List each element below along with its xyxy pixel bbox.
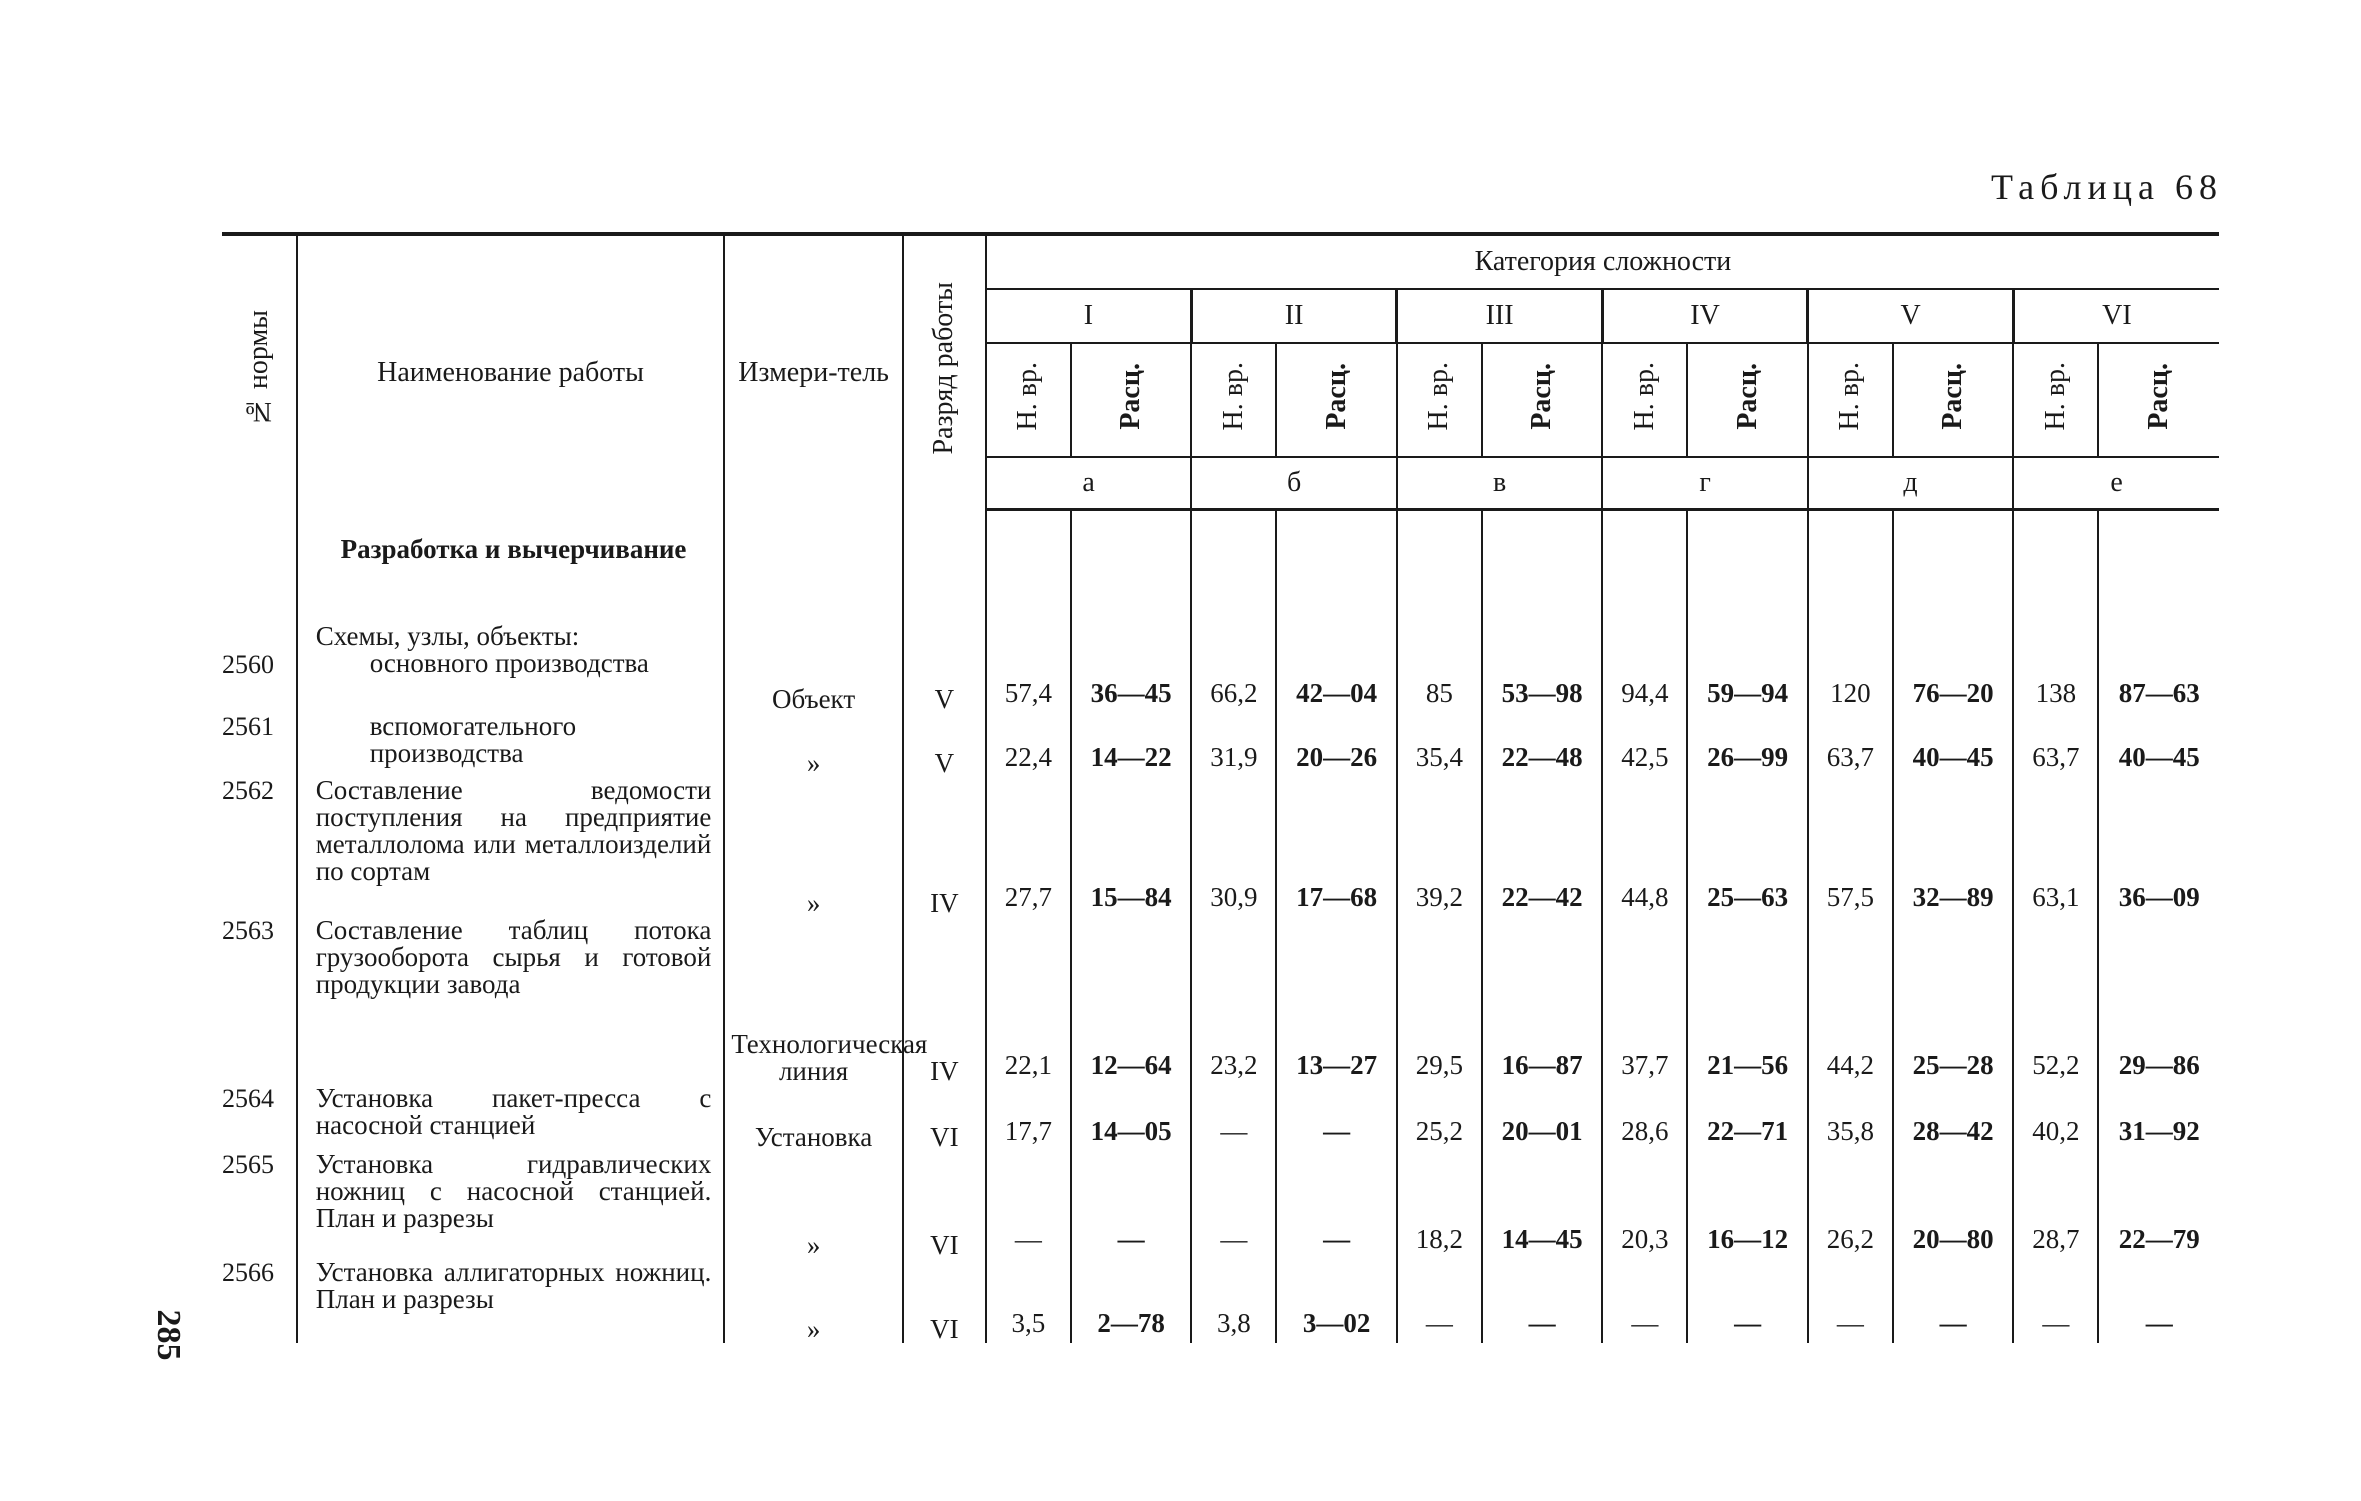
norm-number: 2562 <box>222 776 274 805</box>
work-grade: IV <box>903 917 986 1085</box>
work-name <box>297 777 725 917</box>
norm-time-value: 94,4 <box>1602 623 1687 713</box>
rate-value: 42—04 <box>1276 623 1396 713</box>
norm-number: 2565 <box>222 1150 274 1179</box>
norm-time-value: 35,4 <box>1397 713 1482 777</box>
norm-table <box>222 232 2219 1343</box>
header-letter-3: в <box>1397 457 1602 510</box>
work-name-text: Установка гидравлических ножниц с насосной станцией. План и разрезы <box>315 1149 712 1233</box>
norm-time-value: 22,4 <box>986 713 1071 777</box>
rate-value: 21—56 <box>1687 917 1807 1085</box>
header-cat-2: II <box>1191 289 1396 343</box>
norm-time-value: 29,5 <box>1397 917 1482 1085</box>
norm-time-value: — <box>1808 1259 1893 1343</box>
norm-time-value: 66,2 <box>1191 623 1276 713</box>
rate-value: 31—92 <box>2098 1085 2219 1151</box>
work-name-text: Составление таблиц потока грузооборота сырья и готовой продукции завода <box>315 915 712 999</box>
norm-time-value: 26,2 <box>1808 1151 1893 1259</box>
work-grade: IV <box>903 777 986 917</box>
table-row <box>222 1085 2219 1151</box>
rate-value: 59—94 <box>1687 623 1807 713</box>
header-rate-4: Расц. <box>1687 343 1807 457</box>
page-number: 285 <box>150 1309 187 1361</box>
table-row <box>222 1151 2219 1259</box>
norm-time-value: 20,3 <box>1602 1151 1687 1259</box>
norm-time-value: 27,7 <box>986 777 1071 917</box>
norm-time-value: 40,2 <box>2013 1085 2098 1151</box>
norm-time-value: — <box>1602 1259 1687 1343</box>
norm-time-value: 57,4 <box>986 623 1071 713</box>
norm-time-value: 44,2 <box>1808 917 1893 1085</box>
norm-time-value: 28,7 <box>2013 1151 2098 1259</box>
norm-time-value: 23,2 <box>1191 917 1276 1085</box>
table-row <box>222 1259 2219 1343</box>
header-letter-6: е <box>2013 457 2219 510</box>
norm-time-value: 120 <box>1808 623 1893 713</box>
rate-value: 22—71 <box>1687 1085 1807 1151</box>
work-grade: VI <box>903 1085 986 1151</box>
norm-number: 2564 <box>222 1084 274 1113</box>
header-rate-6: Расц. <box>2098 343 2219 457</box>
header-rate-3: Расц. <box>1482 343 1602 457</box>
norm-time-value: 42,5 <box>1602 713 1687 777</box>
rate-value: 22—48 <box>1482 713 1602 777</box>
norm-time-value: 22,1 <box>986 917 1071 1085</box>
table-caption: Таблица 68 <box>1991 167 2223 207</box>
rate-value: 17—68 <box>1276 777 1396 917</box>
header-name: Наименование работы <box>297 234 725 510</box>
work-name-text: вспомогательного производства <box>369 711 577 768</box>
rate-value: 3—02 <box>1276 1259 1396 1343</box>
work-name <box>297 917 725 1085</box>
rate-value: 16—12 <box>1687 1151 1807 1259</box>
header-cat-1: I <box>986 289 1191 343</box>
rate-value: — <box>1687 1259 1807 1343</box>
work-name-lead: Схемы, узлы, объекты: <box>315 621 580 651</box>
header-rate-1: Расц. <box>1071 343 1191 457</box>
rate-value: 36—45 <box>1071 623 1191 713</box>
header-cat-3: III <box>1397 289 1602 343</box>
header-cat-4: IV <box>1602 289 1807 343</box>
rate-value: 14—05 <box>1071 1085 1191 1151</box>
header-norm-time-6: Н. вр. <box>2013 343 2098 457</box>
rate-value: — <box>1276 1151 1396 1259</box>
norm-time-value: 17,7 <box>986 1085 1071 1151</box>
norm-time-value: — <box>1191 1085 1276 1151</box>
rate-value: 14—22 <box>1071 713 1191 777</box>
header-norm-time-2: Н. вр. <box>1191 343 1276 457</box>
unit: » <box>724 1259 903 1343</box>
unit: » <box>724 777 903 917</box>
rate-value: 20—01 <box>1482 1085 1602 1151</box>
header-cat-6: VI <box>2013 289 2219 343</box>
table-row <box>222 917 2219 1085</box>
norm-time-value: 31,9 <box>1191 713 1276 777</box>
rate-value: 15—84 <box>1071 777 1191 917</box>
header-letter-2: б <box>1191 457 1396 510</box>
norm-time-value: 63,7 <box>1808 713 1893 777</box>
rate-value: 40—45 <box>1893 713 2013 777</box>
work-name-text: Установка пакет-пресса с насосной станцией <box>315 1083 712 1140</box>
norm-time-value: 85 <box>1397 623 1482 713</box>
rate-value: 25—28 <box>1893 917 2013 1085</box>
work-name <box>297 1085 725 1151</box>
rate-value: 53—98 <box>1482 623 1602 713</box>
rate-value: 20—80 <box>1893 1151 2013 1259</box>
norm-time-value: 3,5 <box>986 1259 1071 1343</box>
work-name-text: Установка аллигаторных ножниц. План и разрезы <box>315 1257 712 1314</box>
rate-value: — <box>1482 1259 1602 1343</box>
section-title: Разработка и вычерчивание <box>340 533 687 564</box>
work-grade: VI <box>903 1259 986 1343</box>
rate-value: 76—20 <box>1893 623 2013 713</box>
work-name-text: Составление ведомости поступления на предприятие металлолома или металлоизделий по сортам <box>315 775 712 886</box>
rate-value: 28—42 <box>1893 1085 2013 1151</box>
norm-number: 2563 <box>222 916 274 945</box>
norm-time-value: 3,8 <box>1191 1259 1276 1343</box>
rate-value: 22—42 <box>1482 777 1602 917</box>
norm-time-value: 52,2 <box>2013 917 2098 1085</box>
rate-value: 29—86 <box>2098 917 2219 1085</box>
header-letter-1: а <box>986 457 1191 510</box>
rate-value: 2—78 <box>1071 1259 1191 1343</box>
work-name <box>297 1259 725 1343</box>
rate-value: — <box>1893 1259 2013 1343</box>
header-category: Категория сложности <box>986 234 2219 289</box>
rate-value: 26—99 <box>1687 713 1807 777</box>
norm-time-value: 28,6 <box>1602 1085 1687 1151</box>
rate-value: 36—09 <box>2098 777 2219 917</box>
rate-value: — <box>2098 1259 2219 1343</box>
rate-value: 12—64 <box>1071 917 1191 1085</box>
work-name <box>297 1151 725 1259</box>
rate-value: 87—63 <box>2098 623 2219 713</box>
header-letter-4: г <box>1602 457 1807 510</box>
norm-time-value: — <box>1397 1259 1482 1343</box>
norm-number: 2561 <box>222 712 274 741</box>
rate-value: 20—26 <box>1276 713 1396 777</box>
norm-time-value: 39,2 <box>1397 777 1482 917</box>
unit: Установка <box>724 1085 903 1151</box>
norm-time-value: 18,2 <box>1397 1151 1482 1259</box>
norm-time-value: 35,8 <box>1808 1085 1893 1151</box>
norm-time-value: 25,2 <box>1397 1085 1482 1151</box>
header-norm-time-4: Н. вр. <box>1602 343 1687 457</box>
header-norm: № нормы <box>222 234 297 510</box>
header-norm-time-3: Н. вр. <box>1397 343 1482 457</box>
unit: » <box>724 713 903 777</box>
unit: » <box>724 1151 903 1259</box>
header-grade: Разряд работы <box>903 234 986 510</box>
work-grade: VI <box>903 1151 986 1259</box>
norm-time-value: 63,1 <box>2013 777 2098 917</box>
rate-value: — <box>1276 1085 1396 1151</box>
unit: Объект <box>724 623 903 713</box>
norm-number: 2566 <box>222 1258 274 1287</box>
norm-time-value: — <box>1191 1151 1276 1259</box>
table-row <box>222 777 2219 917</box>
table-row <box>222 713 2219 777</box>
rate-value: 40—45 <box>2098 713 2219 777</box>
rate-value: 22—79 <box>2098 1151 2219 1259</box>
norm-time-value: 30,9 <box>1191 777 1276 917</box>
work-name <box>297 713 725 777</box>
norm-time-value: — <box>986 1151 1071 1259</box>
header-unit: Измери-тель <box>724 234 903 510</box>
rate-value: 32—89 <box>1893 777 2013 917</box>
norm-time-value: 57,5 <box>1808 777 1893 917</box>
rate-value: 25—63 <box>1687 777 1807 917</box>
section-row <box>222 510 2219 624</box>
header-rate-5: Расц. <box>1893 343 2013 457</box>
header-norm-time-5: Н. вр. <box>1808 343 1893 457</box>
header-rate-2: Расц. <box>1276 343 1396 457</box>
table-row <box>222 623 2219 713</box>
work-grade: V <box>903 623 986 713</box>
header-norm-time-1: Н. вр. <box>986 343 1071 457</box>
header-cat-5: V <box>1808 289 2013 343</box>
work-grade: V <box>903 713 986 777</box>
rate-value: 13—27 <box>1276 917 1396 1085</box>
header-letter-5: д <box>1808 457 2013 510</box>
work-name <box>297 623 725 713</box>
unit: Технологическая линия <box>724 917 903 1085</box>
norm-time-value: 37,7 <box>1602 917 1687 1085</box>
norm-time-value: 44,8 <box>1602 777 1687 917</box>
norm-time-value: 138 <box>2013 623 2098 713</box>
rate-value: — <box>1071 1151 1191 1259</box>
norm-time-value: — <box>2013 1259 2098 1343</box>
work-name-text: основного производства <box>369 648 649 678</box>
norm-number: 2560 <box>222 650 274 679</box>
rate-value: 16—87 <box>1482 917 1602 1085</box>
rate-value: 14—45 <box>1482 1151 1602 1259</box>
norm-time-value: 63,7 <box>2013 713 2098 777</box>
